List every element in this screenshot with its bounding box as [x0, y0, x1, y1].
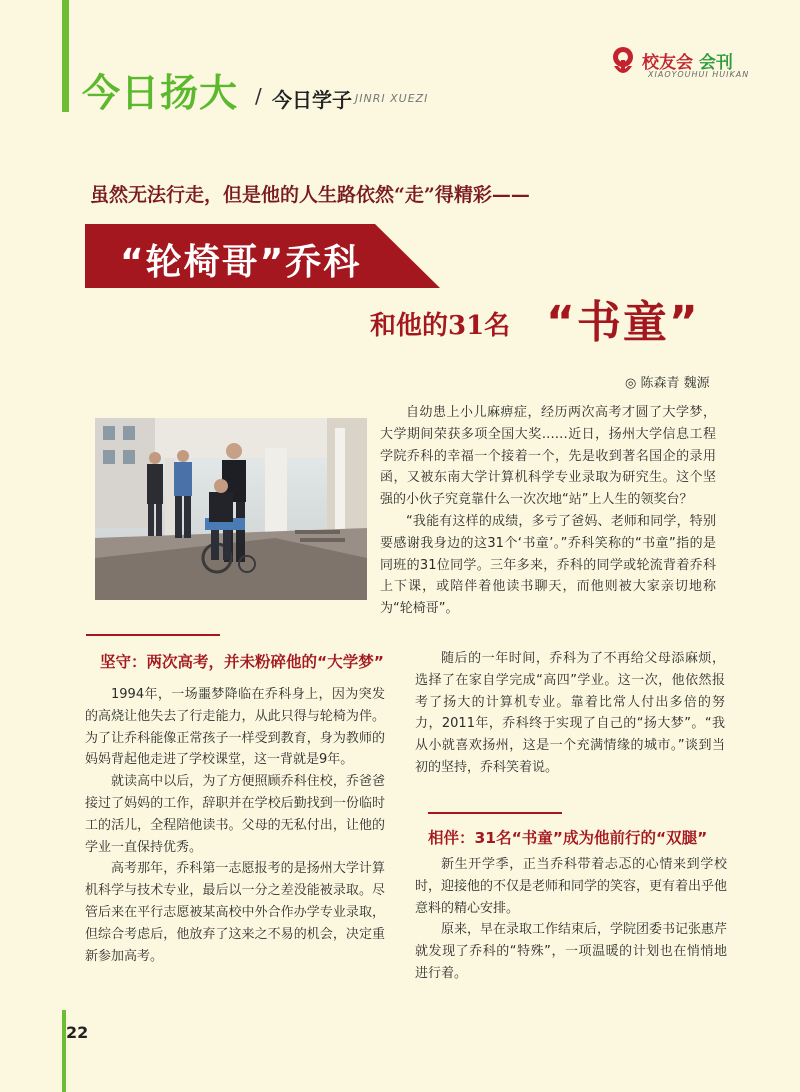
- section-separator: /: [255, 84, 262, 108]
- article-photo: [95, 418, 367, 600]
- alumni-logo-icon: [610, 46, 636, 78]
- body-paragraph: 高考那年，乔科第一志愿报考的是扬州大学计算机科学与技术专业，最后以一分之差没能被录取。尽管后来在平行志愿被某高校中外合作办学专业录取，但综合考虑后，他放弃了这来之不易的机会，决定重新参加高考。: [85, 861, 385, 964]
- body-paragraph: 就读高中以后，为了方便照顾乔科住校，乔爸爸接过了妈妈的工作，辞职并在学校后勤找到一份临时工的活儿，全程陪他读书。父母的无私付出，让他的学业一直保持优秀。: [85, 774, 385, 855]
- body-paragraph: 1994年，一场噩梦降临在乔科身上，因为突发的高烧让他失去了行走能力，从此只得与轮椅为伴。为了让乔科能像正常孩子一样受到教育，身为教师的妈妈背起他走进了学校课堂，这一背就是9年。: [85, 687, 385, 768]
- article-intro: [380, 402, 716, 620]
- body-paragraph: 原来，早在录取工作结束后，学院团委书记张惠芹就发现了乔科的“特殊”，一项温暖的计划也在悄悄地进行着。: [415, 922, 728, 981]
- article-subtitle-emphasis: “书童”: [546, 297, 700, 348]
- page-number: 22: [66, 1023, 89, 1042]
- section-divider: [428, 812, 562, 814]
- intro-paragraph: “我能有这样的成绩，多亏了爸妈、老师和同学，特别要感谢我身边的这31个‘书童’。”乔科笑称的“书童”指的是同班的31位同学。三年多来，乔科的同学或轮流背着乔科上下课，或陪伴着他读书聊天，而他则被大家亲切地称为“轮椅哥”。: [380, 513, 716, 617]
- section-heading: 坚守：两次高考，并未粉碎他的“大学梦”: [100, 653, 384, 671]
- magazine-pinyin: XIAOYOUHUI HUIKAN: [648, 70, 750, 79]
- article-title: “轮椅哥”乔科: [120, 242, 362, 283]
- sub-section-pinyin: JINRI XUEZI: [355, 92, 429, 105]
- article-subtitle-prefix: 和他的31名: [370, 311, 511, 341]
- right-column-bottom: [415, 854, 727, 985]
- section-heading: 相伴：31名“书童”成为他前行的“双腿”: [428, 829, 708, 847]
- section-title: 今日扬大: [82, 71, 239, 115]
- byline: ◎ 陈森青 魏源: [625, 376, 710, 391]
- right-column-top: [415, 648, 725, 779]
- left-column: [85, 684, 385, 967]
- magazine-name-suffix: 会刊: [698, 53, 733, 73]
- body-paragraph: 随后的一年时间，乔科为了不再给父母添麻烦，选择了在家自学完成“高四”学业。这一次，他依然报考了扬大的计算机专业。靠着比常人付出多倍的努力，2011年，乔科终于实现了自己的“扬大梦”。“我从小就喜欢扬州，这是一个充满情缘的城市。”谈到当初的坚持，乔科笑着说。: [415, 651, 725, 775]
- left-accent-bar: [62, 0, 69, 112]
- intro-paragraph: 自幼患上小儿麻痹症，经历两次高考才圆了大学梦，大学期间荣获多项全国大奖……近日，扬州大学信息工程学院乔科的幸福一个接着一个，先是收到著名国企的录用函，又被东南大学计算机科学专业录取为研究生。这个坚强的小伙子究竟靠什么一次次地“站”上人生的领奖台？: [380, 405, 716, 508]
- article-kicker: 虽然无法行走，但是他的人生路依然“走”得精彩——: [90, 184, 530, 206]
- body-paragraph: 新生开学季，正当乔科带着忐忑的心情来到学校时，迎接他的不仅是老师和同学的笑容，更有着出乎他意料的精心安排。: [415, 857, 728, 916]
- sub-section-title: 今日学子: [272, 88, 352, 112]
- section-divider: [86, 634, 220, 636]
- magazine-name-main: 校友会: [642, 53, 693, 73]
